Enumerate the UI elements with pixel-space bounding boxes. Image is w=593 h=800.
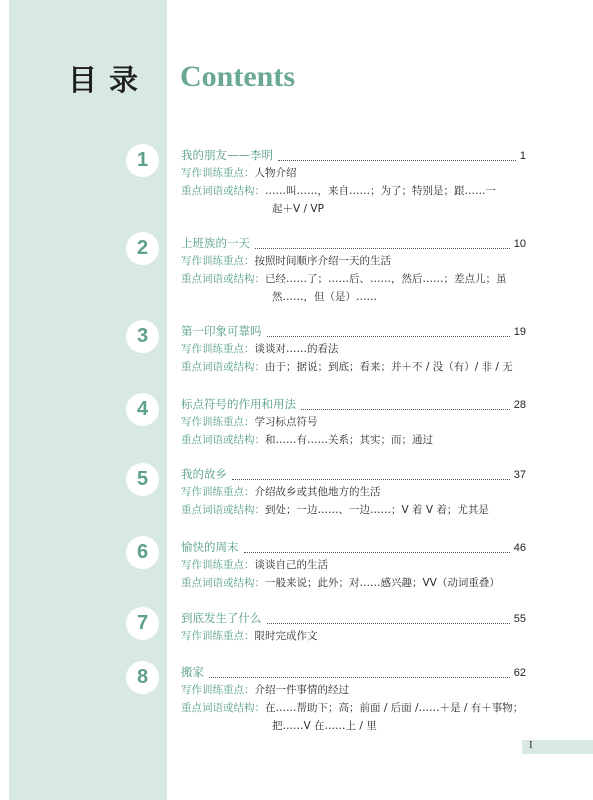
grammar-focus-label: 重点词语或结构：	[181, 577, 265, 589]
chapter-title[interactable]: 搬家	[181, 665, 204, 679]
chapter-number-badge: 2	[126, 232, 159, 265]
chapter-number-badge: 3	[126, 320, 159, 353]
dot-leader	[209, 677, 510, 678]
grammar-focus-line	[181, 432, 433, 447]
grammar-focus-label: 重点词语或结构：	[181, 504, 265, 516]
chapter-heading[interactable]	[181, 235, 526, 252]
grammar-focus-value: 已经……了；……后、……，然后……；差点儿；虽	[265, 273, 507, 285]
chapter-title[interactable]: 我的朋友——李明	[181, 148, 273, 162]
chapter-page-number: 10	[513, 238, 526, 250]
writing-focus-line	[181, 682, 349, 697]
grammar-focus-value: ……叫……，来自……；为了；特别是；跟……一	[265, 185, 496, 197]
footer-page-number: I	[529, 739, 533, 751]
chapter-heading[interactable]	[181, 664, 526, 681]
chapter-heading[interactable]	[181, 147, 526, 164]
chapter-heading[interactable]	[181, 323, 526, 340]
chapter-page-number: 46	[513, 542, 526, 554]
chapter-page-number: 37	[513, 469, 526, 481]
grammar-focus-line	[181, 183, 496, 198]
grammar-focus-label: 重点词语或结构：	[181, 434, 265, 446]
writing-focus-label: 写作训练重点：	[181, 559, 255, 571]
page-title-english: Contents	[180, 60, 296, 93]
chapter-page-number: 1	[519, 150, 526, 162]
dot-leader	[301, 409, 510, 410]
grammar-focus-label: 重点词语或结构：	[181, 361, 265, 373]
writing-focus-line	[181, 414, 318, 429]
dot-leader	[255, 248, 510, 249]
chapter-number-badge: 4	[126, 393, 159, 426]
writing-focus-line	[181, 165, 297, 180]
writing-focus-value: 学习标点符号	[254, 416, 318, 428]
chapter-page-number: 28	[513, 399, 526, 411]
grammar-focus-value: 一般来说；此外；对……感兴趣；VV（动词重叠）	[265, 577, 500, 589]
grammar-focus-continuation: 把……V 在……上 / 里	[272, 720, 377, 732]
grammar-focus-value: 由于；据说；到底；看来；并＋不 / 没（有）/ 非 / 无	[265, 361, 513, 373]
grammar-focus-continuation: 起＋V / VP	[272, 203, 324, 215]
grammar-focus-line	[181, 700, 523, 715]
writing-focus-line	[181, 253, 391, 268]
writing-focus-label: 写作训练重点：	[181, 167, 255, 179]
writing-focus-label: 写作训练重点：	[181, 343, 255, 355]
dot-leader	[267, 336, 510, 337]
grammar-focus-line	[181, 359, 513, 374]
writing-focus-value: 限时完成作文	[254, 630, 318, 642]
writing-focus-line	[181, 557, 328, 572]
dot-leader	[232, 479, 510, 480]
writing-focus-label: 写作训练重点：	[181, 255, 255, 267]
writing-focus-line	[181, 628, 318, 643]
dot-leader	[267, 623, 510, 624]
chapter-number-badge: 7	[126, 607, 159, 640]
chapter-number-badge: 6	[126, 536, 159, 569]
chapter-title[interactable]: 标点符号的作用和用法	[181, 397, 296, 411]
grammar-focus-value: 到处；一边……、一边……；V 着 V 着；尤其是	[265, 504, 489, 516]
chapter-heading[interactable]	[181, 396, 526, 413]
chapter-title[interactable]: 愉快的周末	[181, 540, 239, 554]
chapter-number-badge: 1	[126, 144, 159, 177]
dot-leader	[278, 160, 516, 161]
grammar-focus-label: 重点词语或结构：	[181, 273, 265, 285]
grammar-focus-value: 和……有……关系；其实；而；通过	[265, 434, 433, 446]
writing-focus-value: 谈谈自己的生活	[254, 559, 328, 571]
chapter-page-number: 62	[513, 667, 526, 679]
writing-focus-value: 谈谈对……的看法	[254, 343, 339, 355]
grammar-focus-line	[181, 271, 507, 286]
chapter-title[interactable]: 我的故乡	[181, 467, 227, 481]
writing-focus-value: 介绍一件事情的经过	[254, 684, 349, 696]
grammar-focus-line	[181, 502, 489, 517]
writing-focus-label: 写作训练重点：	[181, 416, 255, 428]
grammar-focus-value: 在……帮助下；高；前面 / 后面 /……＋是 / 有＋事物；	[265, 702, 524, 714]
chapter-heading[interactable]	[181, 466, 526, 483]
page-title-chinese: 目录	[68, 63, 151, 97]
writing-focus-value: 介绍故乡或其他地方的生活	[254, 486, 381, 498]
writing-focus-line	[181, 341, 339, 356]
writing-focus-line	[181, 484, 381, 499]
chapter-title[interactable]: 到底发生了什么	[181, 611, 262, 625]
chapter-number-badge: 5	[126, 463, 159, 496]
grammar-focus-line	[181, 575, 500, 590]
chapter-title[interactable]: 第一印象可靠吗	[181, 324, 262, 338]
writing-focus-label: 写作训练重点：	[181, 630, 255, 642]
grammar-focus-continuation: 然……，但（是）……	[272, 291, 377, 303]
writing-focus-label: 写作训练重点：	[181, 486, 255, 498]
writing-focus-label: 写作训练重点：	[181, 684, 255, 696]
writing-focus-value: 人物介绍	[254, 167, 297, 179]
chapter-heading[interactable]	[181, 610, 526, 627]
dot-leader	[244, 552, 510, 553]
grammar-focus-label: 重点词语或结构：	[181, 185, 265, 197]
writing-focus-value: 按照时间顺序介绍一天的生活	[254, 255, 391, 267]
chapter-title[interactable]: 上班族的一天	[181, 236, 250, 250]
grammar-focus-label: 重点词语或结构：	[181, 702, 265, 714]
chapter-number-badge: 8	[126, 661, 159, 694]
chapter-page-number: 19	[513, 326, 526, 338]
chapter-page-number: 55	[513, 613, 526, 625]
chapter-heading[interactable]	[181, 539, 526, 556]
